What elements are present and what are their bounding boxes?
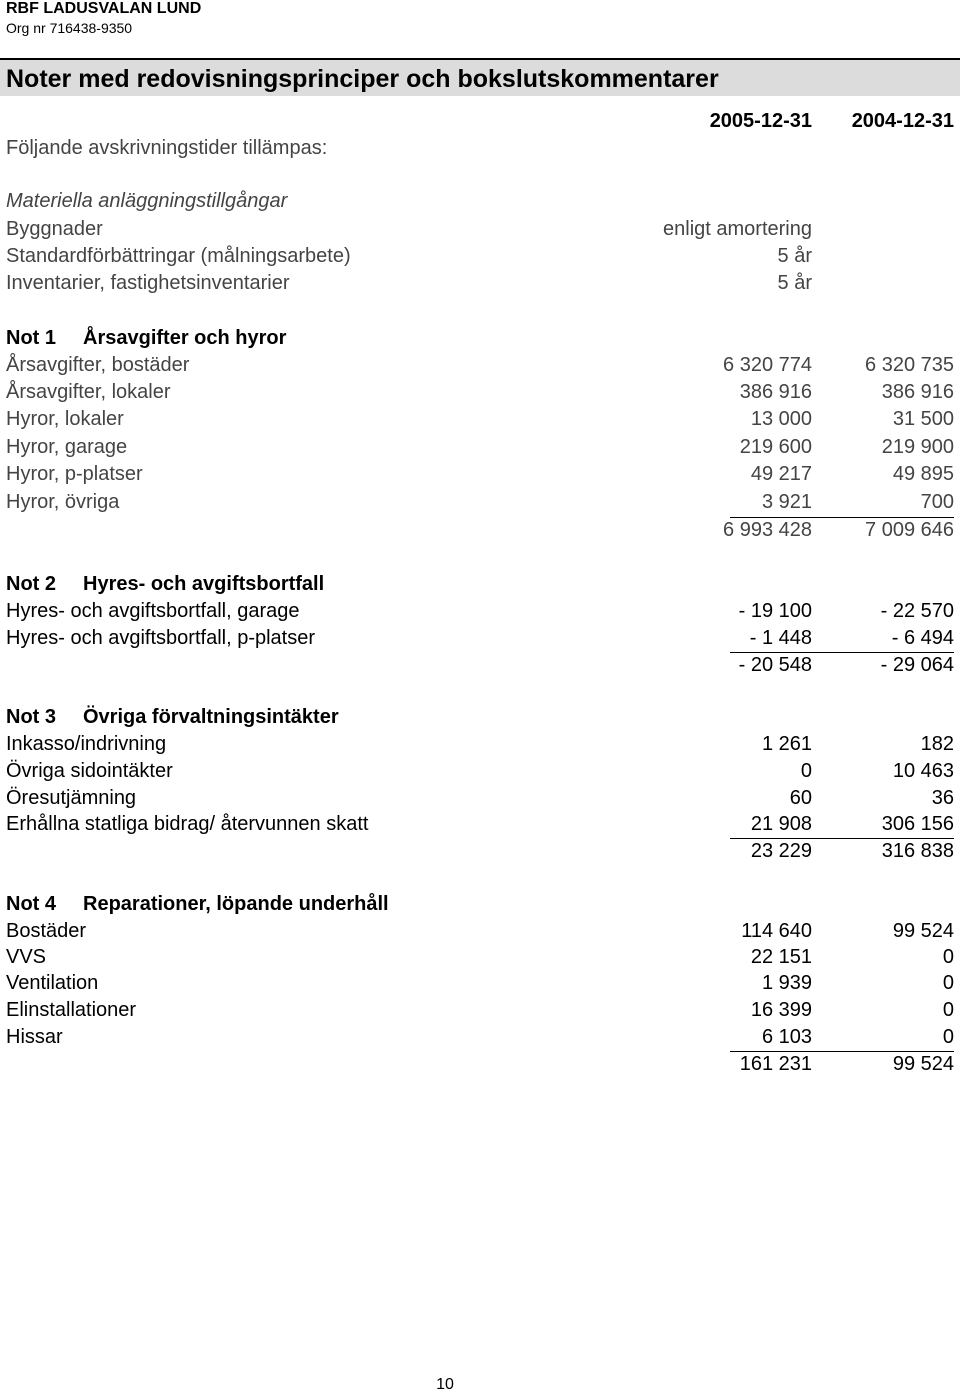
total-2004: 316 838 [881,840,954,862]
value-2004: 31 500 [892,408,954,430]
value-2004: - 22 570 [880,600,954,622]
value-2004: 36 [931,787,954,809]
value-2005: 13 000 [750,408,812,430]
value-2005: 49 217 [750,463,812,485]
row-label: Hyres- och avgiftsbortfall, garage [6,600,300,622]
page-number: 10 [436,1376,454,1393]
value-2004: 6 320 735 [865,354,954,376]
total-2005: - 20 548 [738,654,812,676]
depreciation-label: Standardförbättringar (målningsarbete) [6,245,351,267]
note-title: Hyres- och avgiftsbortfall [83,573,325,595]
note-number: Not 3 [6,706,56,728]
row-label: Hyror, p-platser [6,463,143,485]
value-2004: 306 156 [881,813,954,835]
value-2004: 10 463 [892,760,954,782]
total-row [0,1051,960,1077]
table-row [0,918,960,944]
value-2004: 700 [920,491,954,513]
total-row [0,652,960,678]
note-title: Övriga förvaltningsintäkter [83,706,339,728]
value-2005: 16 399 [750,999,812,1021]
value-2005: 6 103 [761,1026,812,1048]
row-label: Inkasso/indrivning [6,733,167,755]
value-2005: 219 600 [739,436,812,458]
value-2005: 386 916 [739,381,812,403]
table-row [0,434,960,460]
value-2004: 219 900 [881,436,954,458]
table-row [0,970,960,996]
note-number: Not 1 [6,327,56,349]
row-label: Hyres- och avgiftsbortfall, p-platser [6,627,316,649]
value-2005: 22 151 [750,946,812,968]
depreciation-row [0,270,960,296]
row-label: Bostäder [6,920,87,942]
table-row [0,352,960,378]
row-label: Öresutjämning [6,787,137,809]
column-header-2005: 2005-12-31 [709,110,812,132]
value-2005: - 19 100 [738,600,812,622]
table-row [0,758,960,784]
table-row [0,625,960,651]
value-2005: 3 921 [761,491,812,513]
value-2005: 1 939 [761,972,812,994]
table-row [0,461,960,487]
row-label: Årsavgifter, lokaler [6,381,171,403]
value-2004: 99 524 [892,920,954,942]
value-2005: - 1 448 [749,627,812,649]
value-2004: 0 [942,1026,954,1048]
value-2004: 49 895 [892,463,954,485]
table-row [0,489,960,515]
depreciation-value: enligt amortering [663,218,812,240]
total-row [0,517,960,543]
table-row [0,731,960,757]
row-label: Årsavgifter, bostäder [6,354,190,376]
organization-number: Org nr 716438-9350 [6,20,133,36]
table-row [0,944,960,970]
note-number: Not 2 [6,573,56,595]
table-row [0,997,960,1023]
total-2004: 99 524 [892,1053,954,1075]
row-label: Övriga sidointäkter [6,760,173,782]
depreciation-heading: Materiella anläggningstillgångar [6,190,288,212]
note-title: Reparationer, löpande underhåll [83,893,389,915]
depreciation-row [0,216,960,242]
note-title: Årsavgifter och hyror [83,327,287,349]
total-2004: - 29 064 [880,654,954,676]
depreciation-value: 5 år [777,245,812,267]
depreciation-value: 5 år [777,272,812,294]
row-label: Hyror, garage [6,436,128,458]
row-label: Elinstallationer [6,999,137,1021]
table-row [0,1024,960,1050]
value-2005: 21 908 [750,813,812,835]
depreciation-heading-row [0,188,960,214]
value-2005: 1 261 [761,733,812,755]
total-2005: 161 231 [739,1053,812,1075]
total-row [0,838,960,864]
total-2004: 7 009 646 [865,519,954,541]
value-2005: 114 640 [741,920,812,942]
note-heading-row [0,891,960,917]
row-label: Hyror, lokaler [6,408,124,430]
table-row [0,406,960,432]
value-2005: 60 [789,787,812,809]
row-label: Ventilation [6,972,99,994]
table-row [0,379,960,405]
note-heading-row [0,325,960,351]
value-2004: 0 [942,946,954,968]
note-heading-row [0,571,960,597]
column-header-row [0,108,960,134]
value-2004: 0 [942,972,954,994]
total-2005: 6 993 428 [723,519,812,541]
row-label: Hyror, övriga [6,491,120,513]
row-label: VVS [6,946,47,968]
column-header-2004: 2004-12-31 [851,110,954,132]
value-2004: - 6 494 [891,627,954,649]
value-2005: 6 320 774 [723,354,812,376]
value-2005: 0 [800,760,812,782]
total-2005: 23 229 [750,840,812,862]
intro-row [0,135,960,161]
depreciation-label: Inventarier, fastighetsinventarier [6,272,290,294]
value-2004: 182 [920,733,954,755]
note-number: Not 4 [6,893,56,915]
depreciation-row [0,243,960,269]
row-label: Hissar [6,1026,63,1048]
table-row [0,785,960,811]
row-label: Erhållna statliga bidrag/ återvunnen skatt [6,813,369,835]
organization-name: RBF LADUSVALAN LUND [6,0,202,17]
value-2004: 0 [942,999,954,1021]
page-title: Noter med redovisningsprinciper och bokslutskommentarer [6,65,719,93]
intro-text: Följande avskrivningstider tillämpas: [6,137,328,159]
depreciation-label: Byggnader [6,218,103,240]
value-2004: 386 916 [881,381,954,403]
note-heading-row [0,704,960,730]
table-row [0,811,960,837]
page-title-bar [0,58,960,96]
table-row [0,598,960,624]
